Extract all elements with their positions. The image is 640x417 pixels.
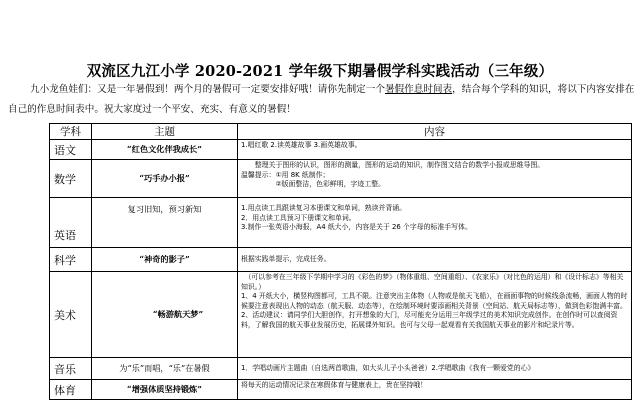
subject-cell: 美术 [50,272,92,358]
intro-paragraph [8,80,638,120]
header-topic: 主题 [92,124,238,140]
table-row-chinese [50,140,632,160]
subject-cell: 体育 [50,380,92,400]
content-line: 将每天的运动情况记录在寒假体育与健康表上，贵在坚持哦！ [241,381,428,389]
content-line: （可以参考在三年级下学期中学习的《彩色的梦》（物体重组、空间重组）、《农家乐》（对比色的运用）和《设计标志》等相关知识。） [241,273,624,291]
content-cell [238,198,632,248]
content-line: 整理关于图形的认识，图形的测量，图形的运动的知识，制作图文结合的数学小报或思维导图。 [241,161,545,169]
intro-text-before: 九小龙鱼娃们：又是一年暑假到！两个月的暑假可一定要安排好哦！请你先制定一个 [30,84,385,95]
content-line: 3.制作一张英语小海报，A4 纸大小，内容是关于 26 个字母的标准手写体。 [241,223,472,231]
topic-cell: 复习旧知，预习新知 [92,198,238,248]
intro-text-underlined: 暑假作息时间表 [384,84,453,95]
table-row-english [50,198,632,248]
subject-cell: 数学 [50,160,92,198]
content-line: 2．用点读工具预习下册课文和单词。 [241,213,356,222]
header-content: 内容 [238,124,632,140]
table-row-music [50,358,632,380]
header-subject: 学科 [50,124,92,140]
table-row-pe [50,380,632,400]
topic-cell: “增强体质坚持锻炼” [92,380,238,400]
content-cell [238,160,632,198]
page-title: 双流区九江小学 2020-2021 学年级下期暑假学科实践活动（三年级） [86,63,554,80]
subject-cell: 英语 [50,198,92,248]
table-header-row [50,124,632,140]
content-cell [238,272,632,358]
content-line: ②版面整洁，色彩鲜明，字迹工整。 [241,180,385,188]
content-line: 温馨提示：①用 8K 纸制作； [241,170,330,179]
content-cell [238,248,632,272]
topic-cell: “畅游航天梦” [92,272,238,358]
subject-cell: 语文 [50,140,92,160]
intro-text-after: ，结合每个学科的知识，将以下内容安排在自己的作息时间表中。祝大家度过一个平安、充实、有意义的暑假！ [8,84,635,115]
topic-cell [92,358,238,380]
table-row-math [50,160,632,198]
content-line: 根据实践单提示，完成任务。 [241,254,331,263]
table-row-science [50,248,632,272]
content-cell [238,140,632,160]
content-line: 1．学唱动画片主题曲（自选两首歌曲，如大头儿子小头爸爸）2.学唱歌曲《我有一颗爱党的心》 [241,363,535,372]
table-row-art [50,272,632,358]
content-cell [238,380,632,400]
subject-cell: 音乐 [50,358,92,380]
topic-cell: “红色文化伴我成长” [92,140,238,160]
topic-cell: “神奇的影子” [92,248,238,272]
content-line: 1.唱红歌 2.读英雄故事 3.画英雄故事。 [241,141,362,149]
topic-line: 为“乐”而唱，“乐”在暑假 [119,363,210,373]
subject-cell: 科学 [50,248,92,272]
activity-table [49,123,632,400]
content-line: 1.用点读工具跟读复习本册课文和单词，熟读并背诵。 [241,204,407,212]
topic-cell: “巧手办小报” [92,160,238,198]
content-line: 2、活动建议：请同学们大胆创作，打开想象的大门，尽可能充分运用三年级学过的美术知识完成创作。在创作时可以查阅资料，了解我国的航天事业发展历史，拓展课外知识。也可与父母一起观看有关我国航天事业的影片和纪录片等。 [241,311,618,329]
content-cell [238,358,632,380]
content-line: 1、4 开纸大小，横竖构图都可，工具不限。注意突出主体物（人物或是航天飞船），在画面事物的时候线条流畅，画面人物的时候要注意表现出人物的动态（航天服、动态等），在绘制环境时要添画相关背景（空间站、航天局标志等），做到色彩饱满丰富。 [241,292,628,310]
